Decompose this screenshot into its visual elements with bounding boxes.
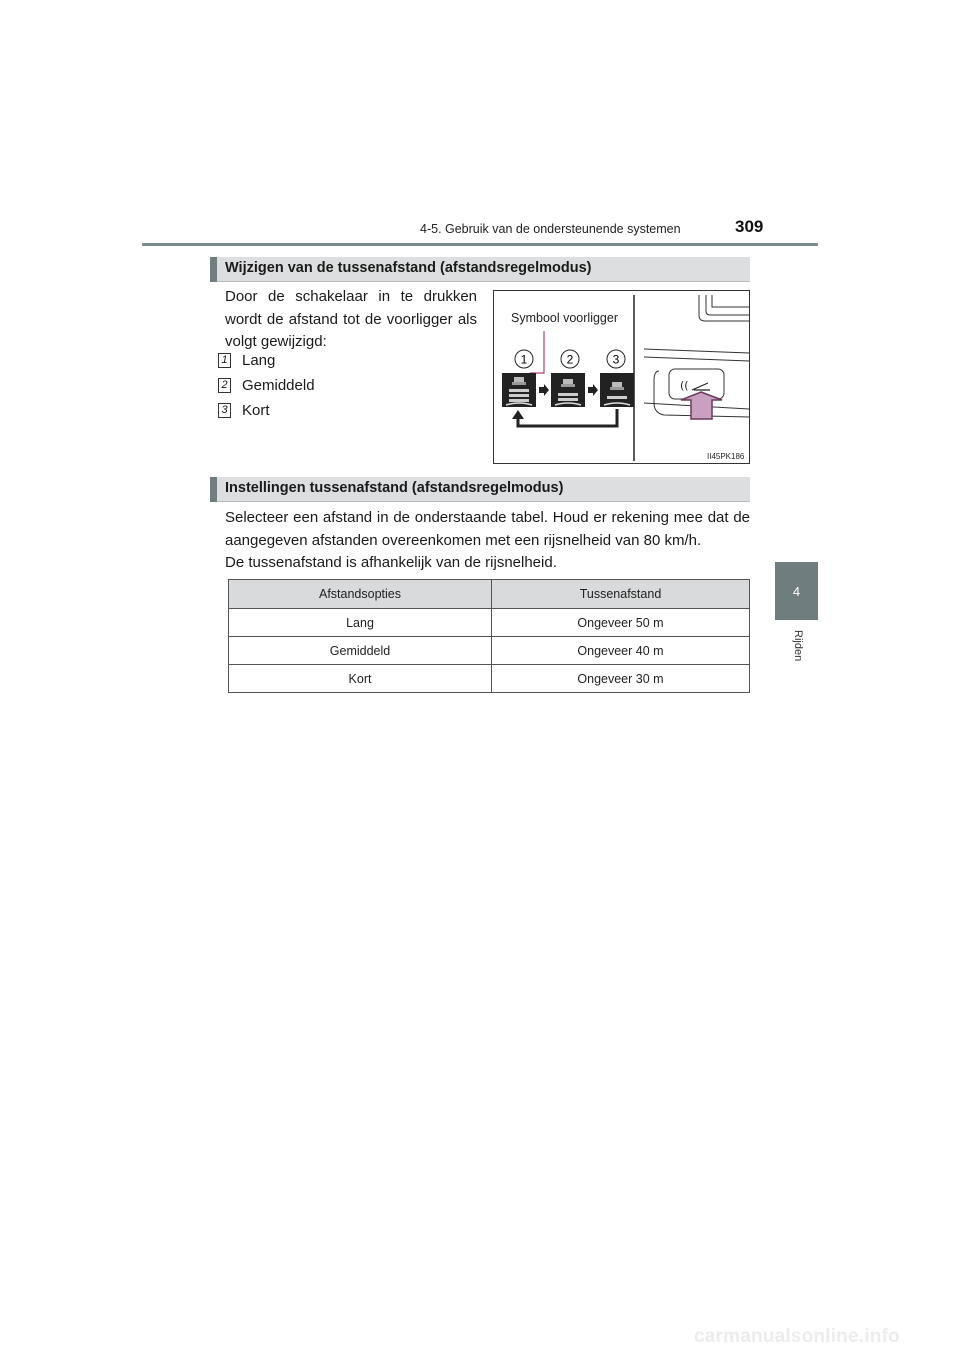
list-item (218, 377, 315, 394)
arrow-right-icon (539, 384, 549, 396)
svg-text:2: 2 (566, 352, 574, 367)
settings-paragraph (225, 507, 750, 575)
cycle-return-arrow-icon (512, 409, 617, 426)
number-badge: 1 (218, 353, 231, 368)
column-header: Tussenafstand (492, 580, 750, 609)
distance-switch-button (680, 379, 710, 392)
section-heading-distance-change (210, 257, 750, 282)
list-item (218, 352, 275, 369)
arrow-right-icon (588, 384, 598, 396)
table-cell: Ongeveer 30 m (492, 665, 750, 693)
chapter-label: Rijden (792, 630, 804, 662)
table-cell: Ongeveer 40 m (492, 637, 750, 665)
number-badge: 3 (218, 403, 231, 418)
list-item-label: Gemiddeld (242, 377, 315, 394)
table-cell: Kort (229, 665, 492, 693)
illustration-code: II45PK186 (707, 452, 745, 461)
step-circle (607, 350, 625, 368)
header-divider (142, 243, 818, 246)
svg-text:1: 1 (520, 352, 528, 367)
settings-paragraph-last: De tussenafstand is afhankelijk van de rijsnelheid. (225, 554, 557, 571)
list-item-label: Kort (242, 402, 270, 419)
table-row (229, 665, 750, 693)
table-row (229, 637, 750, 665)
svg-text:((: (( (680, 379, 689, 392)
list-item (218, 402, 270, 419)
short-distance-display-icon (600, 373, 634, 407)
section-heading-distance-settings (210, 477, 750, 502)
section-heading-text: Wijzigen van de tussenafstand (afstandsregelmodus) (225, 260, 592, 276)
distance-settings-table (228, 579, 750, 693)
page-number: 309 (735, 217, 764, 236)
section-heading-text: Instellingen tussenafstand (afstandsregelmodus) (225, 480, 564, 496)
table-cell: Gemiddeld (229, 637, 492, 665)
chapter-number: 4 (792, 583, 801, 599)
column-header: Afstandsopties (229, 580, 492, 609)
step-circle (561, 350, 579, 368)
step-circle (515, 350, 533, 368)
number-badge: 2 (218, 378, 231, 393)
list-item-label: Lang (242, 352, 276, 369)
table-cell: Ongeveer 50 m (492, 609, 750, 637)
long-distance-display-icon (502, 373, 536, 407)
section-breadcrumb: 4-5. Gebruik van de ondersteunende systemen (420, 222, 681, 236)
svg-text:3: 3 (612, 352, 620, 367)
table-cell: Lang (229, 609, 492, 637)
lead-vehicle-symbol-label: Symbool voorligger (511, 311, 618, 325)
watermark: carmanualsonline.info (694, 1326, 900, 1347)
table-header-row (229, 580, 750, 609)
table-row (229, 609, 750, 637)
settings-paragraph-main: Selecteer een afstand in de onderstaande tabel. Houd er rekening mee dat de aangegeven afstanden overeenkomen met een rijsnelheid van 80 km/h. (225, 509, 750, 549)
medium-distance-display-icon (551, 373, 585, 407)
intro-paragraph: Door de schakelaar in te drukken wordt de afstand tot de voorligger als volgt gewijzigd: (225, 288, 477, 350)
heading-accent-bar (210, 477, 217, 502)
chapter-tab (775, 562, 818, 620)
heading-accent-bar (210, 257, 217, 282)
